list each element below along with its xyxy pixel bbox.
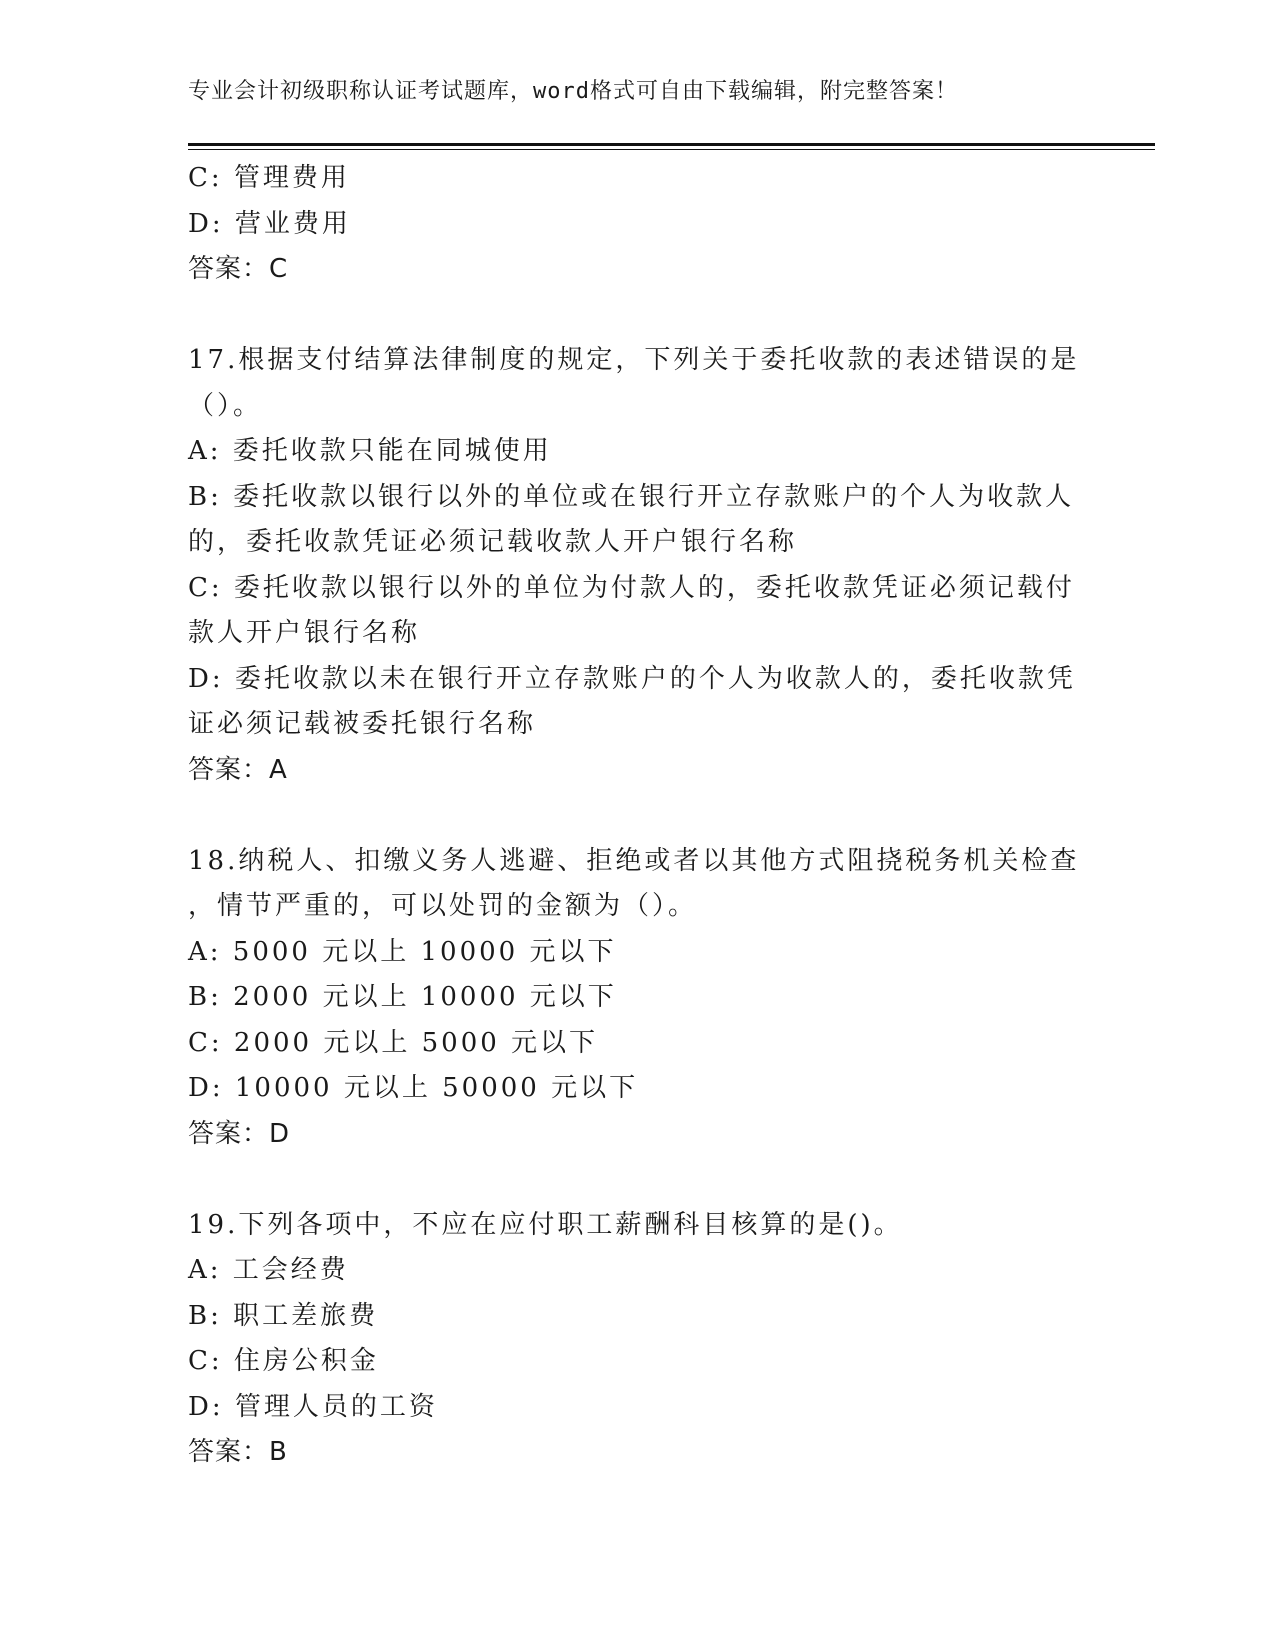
question-19 <box>188 1203 1088 1476</box>
question-stem-line: 17.根据支付结算法律制度的规定，下列关于委托收款的表述错误的是 <box>188 345 1080 375</box>
option-line: C: 住房公积金 <box>188 1346 379 1376</box>
option-line: B: 委托收款以银行以外的单位或在银行开立存款账户的个人为收款人 <box>188 481 1075 512</box>
answer-line: 答案：A <box>188 754 288 785</box>
question-16-continued <box>188 156 1088 293</box>
option-line: C: 委托收款以银行以外的单位为付款人的，委托收款凭证必须记载付 <box>188 572 1075 603</box>
question-17 <box>188 338 1088 793</box>
option-line: A: 委托收款只能在同城使用 <box>188 436 552 466</box>
question-stem-line: 18.纳税人、扣缴义务人逃避、拒绝或者以其他方式阻挠税务机关检查 <box>188 845 1080 876</box>
option-line: 的，委托收款凭证必须记载收款人开户银行名称 <box>188 527 798 557</box>
option-line: D: 委托收款以未在银行开立存款账户的个人为收款人的，委托收款凭 <box>188 663 1076 694</box>
option-line: A: 5000 元以上 10000 元以下 <box>188 936 617 967</box>
question-18 <box>188 839 1088 1158</box>
question-stem-line: ，情节严重的，可以处罚的金额为（）。 <box>188 891 698 921</box>
document-body <box>188 156 1088 1476</box>
option-line: B: 2000 元以上 10000 元以下 <box>188 982 617 1012</box>
question-stem-line: （）。 <box>188 390 263 421</box>
option-line: 证必须记载被委托银行名称 <box>188 709 537 739</box>
option-line: 款人开户银行名称 <box>188 618 421 648</box>
question-stem-line: 19.下列各项中，不应在应付职工薪酬科目核算的是()。 <box>188 1209 903 1240</box>
option-line: D: 10000 元以上 50000 元以下 <box>188 1073 639 1103</box>
option-line: C: 管理费用 <box>188 163 350 193</box>
option-line: A: 工会经费 <box>188 1255 349 1285</box>
option-line: B: 职工差旅费 <box>188 1300 379 1331</box>
answer-line: 答案：C <box>188 254 289 284</box>
option-line: C: 2000 元以上 5000 元以下 <box>188 1027 599 1058</box>
option-line: D: 管理人员的工资 <box>188 1391 438 1422</box>
page-header-text: 专业会计初级职称认证考试题库，word格式可自由下载编辑，附完整答案！ <box>188 79 958 104</box>
header-rule-thin <box>188 149 1155 150</box>
answer-line: 答案：D <box>188 1118 291 1149</box>
answer-line: 答案：B <box>188 1437 288 1467</box>
option-line: D: 营业费用 <box>188 208 351 239</box>
header-rule-thick <box>188 143 1155 146</box>
